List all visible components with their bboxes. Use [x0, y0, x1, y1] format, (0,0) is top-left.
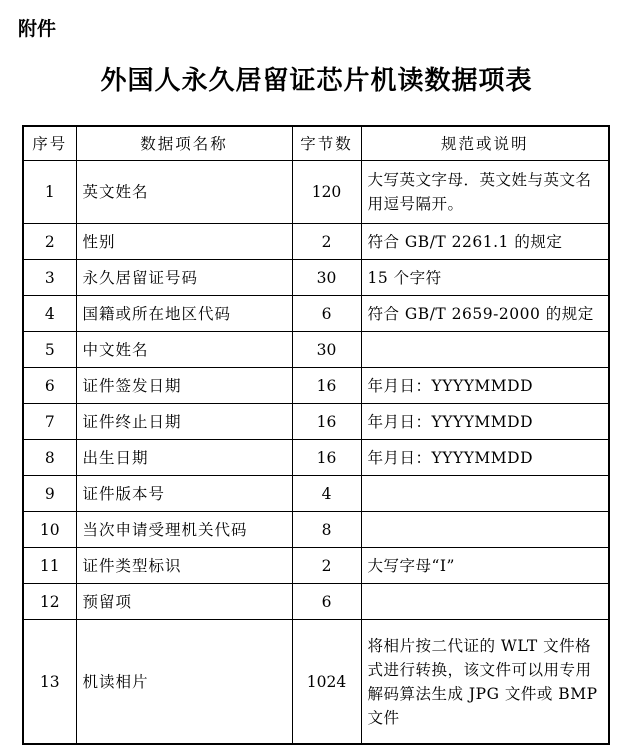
document-title: 外国人永久居留证芯片机读数据项表: [100, 66, 533, 96]
cell-seq: 1: [23, 161, 76, 224]
table-row: [23, 296, 609, 332]
table-row: [23, 548, 609, 584]
cell-bytes: 8: [292, 512, 361, 548]
cell-desc: 15 个字符: [361, 260, 609, 296]
cell-bytes: 2: [292, 224, 361, 260]
cell-seq: 12: [23, 584, 76, 620]
cell-desc: 年月日：YYYYMMDD: [361, 368, 609, 404]
table-row: [23, 368, 609, 404]
table-row: [23, 161, 609, 224]
table-row: [23, 404, 609, 440]
cell-desc: [361, 584, 609, 620]
cell-bytes: 30: [292, 260, 361, 296]
attachment-label: 附件: [18, 18, 57, 40]
cell-seq: 9: [23, 476, 76, 512]
cell-seq: 5: [23, 332, 76, 368]
cell-name: 出生日期: [76, 440, 292, 476]
cell-name: 英文姓名: [76, 161, 292, 224]
cell-name: 证件签发日期: [76, 368, 292, 404]
cell-seq: 13: [23, 620, 76, 745]
cell-name: 国籍或所在地区代码: [76, 296, 292, 332]
cell-name: 中文姓名: [76, 332, 292, 368]
cell-desc: [361, 332, 609, 368]
data-items-table: [22, 125, 610, 745]
cell-bytes: 6: [292, 584, 361, 620]
table-row: [23, 476, 609, 512]
cell-desc: 大写英文字母．英文姓与英文名用逗号隔开。: [361, 161, 609, 224]
cell-desc: 符合 GB/T 2261.1 的规定: [361, 224, 609, 260]
cell-name: 机读相片: [76, 620, 292, 745]
table-row: [23, 440, 609, 476]
cell-desc: [361, 476, 609, 512]
table-row: [23, 584, 609, 620]
cell-name: 预留项: [76, 584, 292, 620]
cell-desc: 大写字母“I”: [361, 548, 609, 584]
table-row: [23, 260, 609, 296]
cell-seq: 11: [23, 548, 76, 584]
cell-name: 永久居留证号码: [76, 260, 292, 296]
column-header-seq: 序号: [23, 126, 76, 161]
cell-name: 证件类型标识: [76, 548, 292, 584]
cell-desc: [361, 512, 609, 548]
column-header-name: 数据项名称: [76, 126, 292, 161]
table-header-row: [23, 126, 609, 161]
cell-bytes: 16: [292, 368, 361, 404]
cell-seq: 8: [23, 440, 76, 476]
column-header-bytes: 字节数: [292, 126, 361, 161]
cell-seq: 10: [23, 512, 76, 548]
cell-seq: 2: [23, 224, 76, 260]
cell-name: 当次申请受理机关代码: [76, 512, 292, 548]
table-row: [23, 512, 609, 548]
cell-bytes: 1024: [292, 620, 361, 745]
table-row: [23, 332, 609, 368]
cell-seq: 3: [23, 260, 76, 296]
cell-bytes: 16: [292, 404, 361, 440]
cell-bytes: 30: [292, 332, 361, 368]
table-row: [23, 620, 609, 745]
cell-bytes: 16: [292, 440, 361, 476]
cell-seq: 7: [23, 404, 76, 440]
cell-seq: 6: [23, 368, 76, 404]
cell-name: 证件终止日期: [76, 404, 292, 440]
cell-desc: 年月日：YYYYMMDD: [361, 404, 609, 440]
cell-bytes: 120: [292, 161, 361, 224]
cell-desc: 年月日：YYYYMMDD: [361, 440, 609, 476]
cell-bytes: 4: [292, 476, 361, 512]
table-row: [23, 224, 609, 260]
cell-name: 证件版本号: [76, 476, 292, 512]
cell-desc: 将相片按二代证的 WLT 文件格式进行转换，该文件可以用专用解码算法生成 JPG 文件或 BMP 文件: [361, 620, 609, 745]
cell-bytes: 2: [292, 548, 361, 584]
cell-bytes: 6: [292, 296, 361, 332]
cell-name: 性别: [76, 224, 292, 260]
column-header-desc: 规范或说明: [361, 126, 609, 161]
cell-desc: 符合 GB/T 2659-2000 的规定: [361, 296, 609, 332]
cell-seq: 4: [23, 296, 76, 332]
